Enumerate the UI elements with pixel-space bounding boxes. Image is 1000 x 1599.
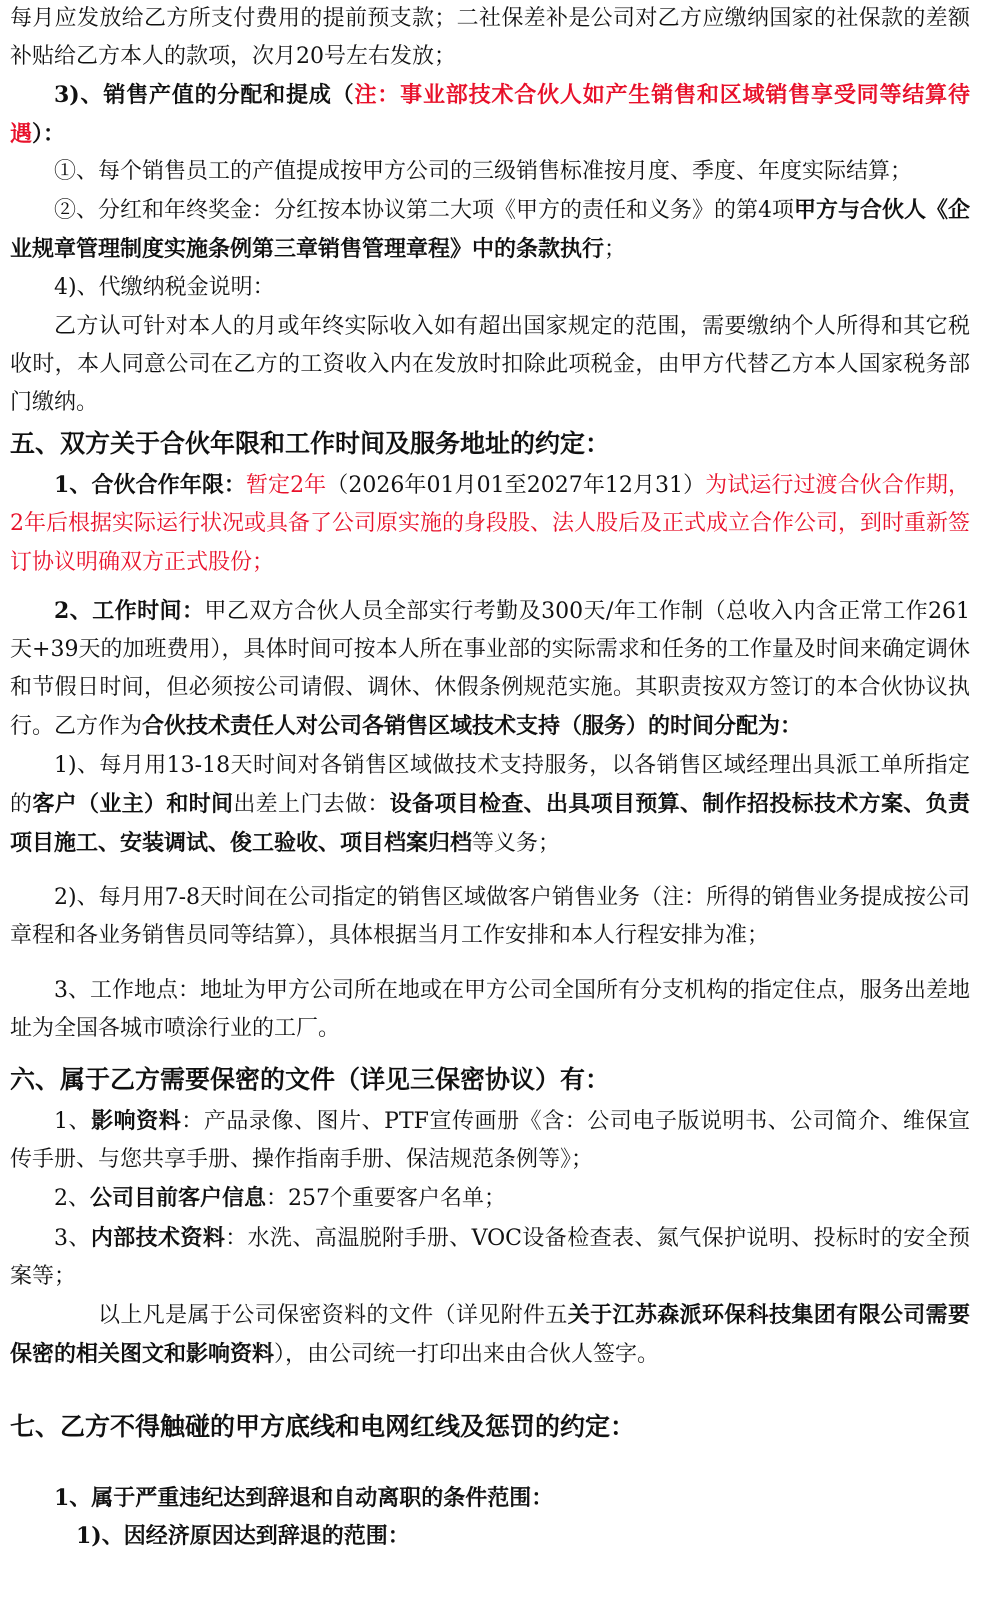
text-run: ），由公司统一打印出来由合伙人签字。	[274, 1342, 660, 1368]
text-run: ；	[604, 237, 627, 263]
bold-run: 2、工作时间：	[54, 597, 205, 624]
spacer	[10, 1048, 970, 1058]
paragraph-term	[10, 466, 970, 582]
paragraph-tech-support	[10, 747, 970, 864]
bold-run: 客户（业主）和时间	[32, 790, 234, 817]
bold-run: 甲方与合伙人《企业规章管理制度实施条例第三章销售管理章程》中的条款执行	[10, 197, 971, 263]
paragraph-internal-tech	[10, 1219, 970, 1296]
spacer	[10, 1375, 970, 1405]
spacer	[10, 956, 970, 972]
paragraph-dismissal-scope: 1、属于严重违纪达到辞退和自动离职的条件范围：	[54, 1484, 554, 1511]
paragraph-tax-body: 乙方认可针对本人的月或年终实际收入如有超出国家规定的范围，需要缴纳个人所得和其它税收时，本人同意公司在乙方的工资收入内在发放时扣除此项税金，由甲方代替乙方本人国家税务部门缴纳。	[10, 313, 970, 416]
bold-run: 公司目前客户信息	[90, 1185, 267, 1212]
paragraph-dividend	[10, 191, 970, 269]
spacer	[10, 863, 970, 879]
bold-run: 设备项目检查、出具项目预算、制作招投标技术方案、负责项目施工、安装调试、俊工验收、项目档案归档	[10, 790, 970, 857]
red-run: 暂定2年	[245, 473, 327, 499]
paragraph-sales-distribution	[10, 76, 970, 152]
text-run: ：产品录像、图片、PTF宣传画册《含：公司电子版说明书、公司简介、维保宣传手册、与您共享手册、操作指南手册、保洁规范条例等》；	[10, 1109, 970, 1173]
text-run: ）：	[32, 120, 66, 147]
text-run: 1、	[54, 1109, 92, 1135]
text-run: 以上凡是属于公司保密资料的文件（详见附件五	[98, 1303, 568, 1329]
text-run: ②、分红和年终奖金：分红按本协议第二大项《甲方的责任和义务》的第4项	[54, 198, 794, 224]
section-heading-7: 七、乙方不得触碰的甲方底线和电网红线及惩罚的约定：	[10, 1411, 636, 1441]
red-note: 注：事业部技术合伙人如产生销售和区域销售享受同等结算待遇	[10, 82, 970, 147]
red-run: 为试运行过渡合伙合作期，2年后根据实际运行状况或具备了公司原实施的身段股、法人股后及正式成立合作公司，到时重新签订协议明确双方正式股份；	[10, 473, 971, 575]
text-run: ：水洗、高温脱附手册、VOC设备检查表、氮气保护说明、投标时的安全预案等；	[10, 1225, 970, 1289]
bold-run: 内部技术资料	[90, 1224, 226, 1251]
paragraph-influence-materials	[10, 1102, 970, 1179]
text-run: 等义务；	[472, 831, 561, 857]
paragraph-customer-info	[10, 1179, 970, 1218]
section-heading-6: 六、属于乙方需要保密的文件（详见三保密协议）有：	[10, 1065, 611, 1095]
bold-run: 影响资料	[91, 1108, 182, 1135]
text-run: 甲乙双方合伙人员全部实行考勤及300天/年工作制（总收入内含正常工作261天+39天的加班费用），具体时间可按本人所在事业部的实际需求和任务的工作量及时间来确定调休和节假日时间，但必须按公司请假、调休、休假条例规范实施。其职责按双方签订的本合伙协议执行。乙方作为	[10, 598, 970, 740]
spacer	[10, 1449, 970, 1479]
paragraph-work-time	[10, 592, 970, 747]
text-run: 2、	[54, 1186, 90, 1212]
section-heading-5: 五、双方关于合伙年限和工作时间及服务地址的约定：	[10, 429, 611, 459]
paragraph-confidential-summary	[10, 1296, 970, 1374]
paragraph-sales-days: 2)、每月用7-8天时间在公司指定的销售区域做客户销售业务（注：所得的销售业务提成按公司章程和各业务销售员同等结算），具体根据当月工作安排和本人行程安排为准；	[10, 885, 971, 949]
bold-run: 1、合伙合作年限：	[54, 472, 246, 499]
text-run: 3)、销售产值的分配和提成（	[54, 82, 355, 109]
paragraph-work-location: 3、工作地点：地址为甲方公司所在地或在甲方公司全国所有分支机构的指定住点，服务出差地址为全国各城市喷涂行业的工厂。	[10, 977, 971, 1041]
text-run: 1)、每月用13-18天时间对各销售区域做技术支持服务，以各销售区域经理出具派工单所指定的	[10, 752, 970, 817]
bold-run: 关于江苏森派环保科技集团有限公司需要保密的相关图文和影响资料	[10, 1302, 970, 1368]
text-run: 3、	[54, 1225, 91, 1251]
paragraph-advance-payment: 每月应发放给乙方所支付费用的提前预支款；二社保差补是公司对乙方应缴纳国家的社保款的差额补贴给乙方本人的款项，次月20号左右发放；	[10, 6, 970, 70]
paragraph-economic-dismissal: 1)、因经济原因达到辞退的范围：	[76, 1522, 410, 1549]
paragraph-tax-title: 4)、代缴纳税金说明：	[54, 275, 275, 301]
text-run: 出差上门去做：	[233, 791, 390, 817]
paragraph-commission: ①、每个销售员工的产值提成按甲方公司的三级销售标准按月度、季度、年度实际结算；	[54, 158, 913, 184]
text-run: ：257个重要客户名单；	[266, 1186, 507, 1212]
text-run: （2026年01月01至2027年12月31）	[326, 473, 706, 499]
bold-run: 合伙技术责任人对公司各销售区域技术支持（服务）的时间分配为：	[142, 713, 803, 740]
spacer	[10, 582, 970, 592]
